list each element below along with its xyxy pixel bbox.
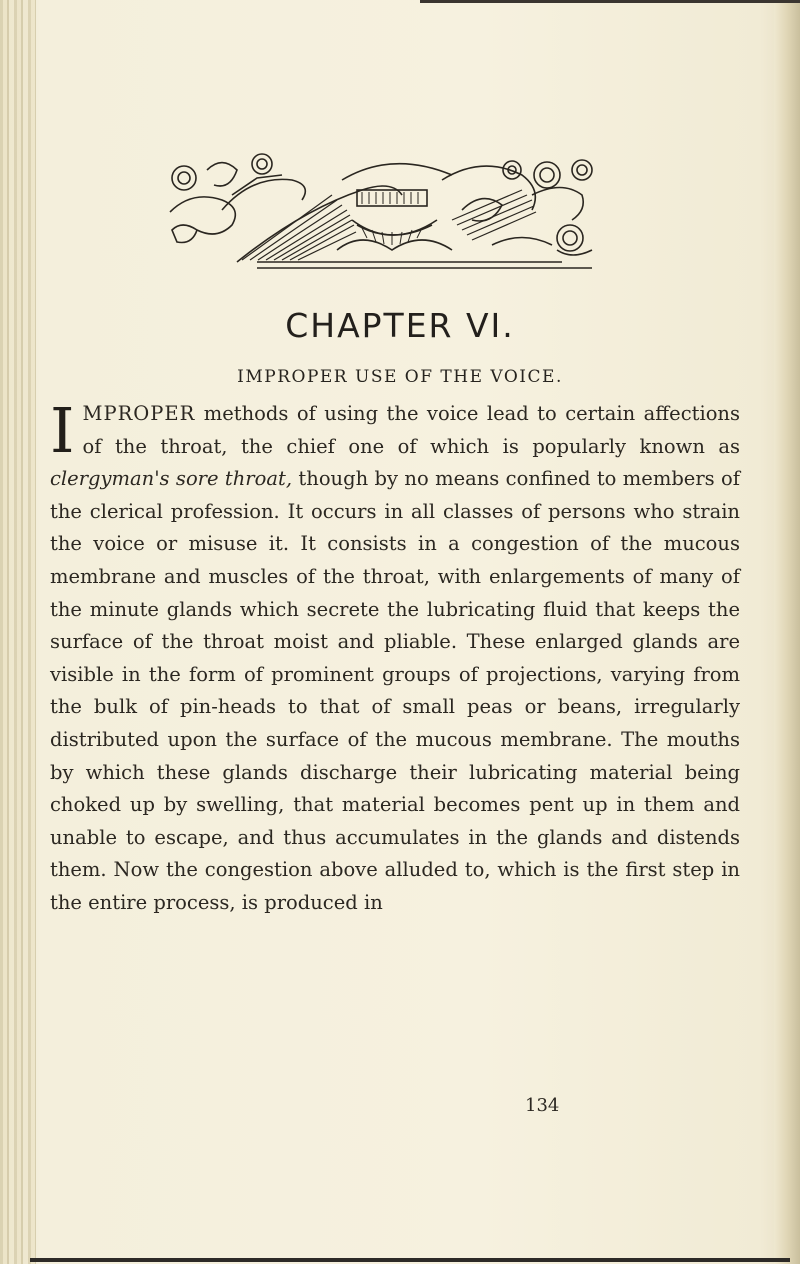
- page-edge: [774, 0, 800, 1264]
- headpiece-ornament-icon: [162, 150, 602, 275]
- italic-phrase: clergyman's sore throat,: [50, 467, 293, 491]
- chapter-heading: CHAPTER VI.: [285, 306, 515, 345]
- text-before-italic: methods of using the voice lead to certain affections of the throat, the chief one of which is popularly known as: [82, 402, 740, 458]
- bottom-edge-rule: [30, 1258, 790, 1262]
- lead-word: MPROPER: [82, 402, 196, 425]
- body-paragraph: [50, 394, 741, 920]
- text-after-italic: though by no means confined to members of the clerical profession. It occurs in all classes of persons who strain the voice or misuse it. It consists in a congestion of the mucous membrane and muscles of the throat, with enlargements of many of the minute glands which secrete the lubricating fluid that keeps the surface of the throat moist and pliable. These enlarged glands are visible in the form of prominent groups of projections, varying from the bulk of pin-heads to that of small peas or beans, irregularly distributed upon the surface of the mucous membrane. The mouths by which these glands discharge their lubricating material being choked up by swelling, that material becomes pent up in them and unable to escape, and thus accumulates in the glands and distends them. Now the congestion above alluded to, which is the first step in the entire process, is produced in: [50, 467, 741, 914]
- top-edge-rule: [420, 0, 800, 3]
- page-number: 134: [525, 1095, 560, 1116]
- drop-cap: I: [50, 394, 75, 467]
- chapter-subtitle: IMPROPER USE OF THE VOICE.: [237, 367, 563, 387]
- page-gutter: [0, 0, 36, 1264]
